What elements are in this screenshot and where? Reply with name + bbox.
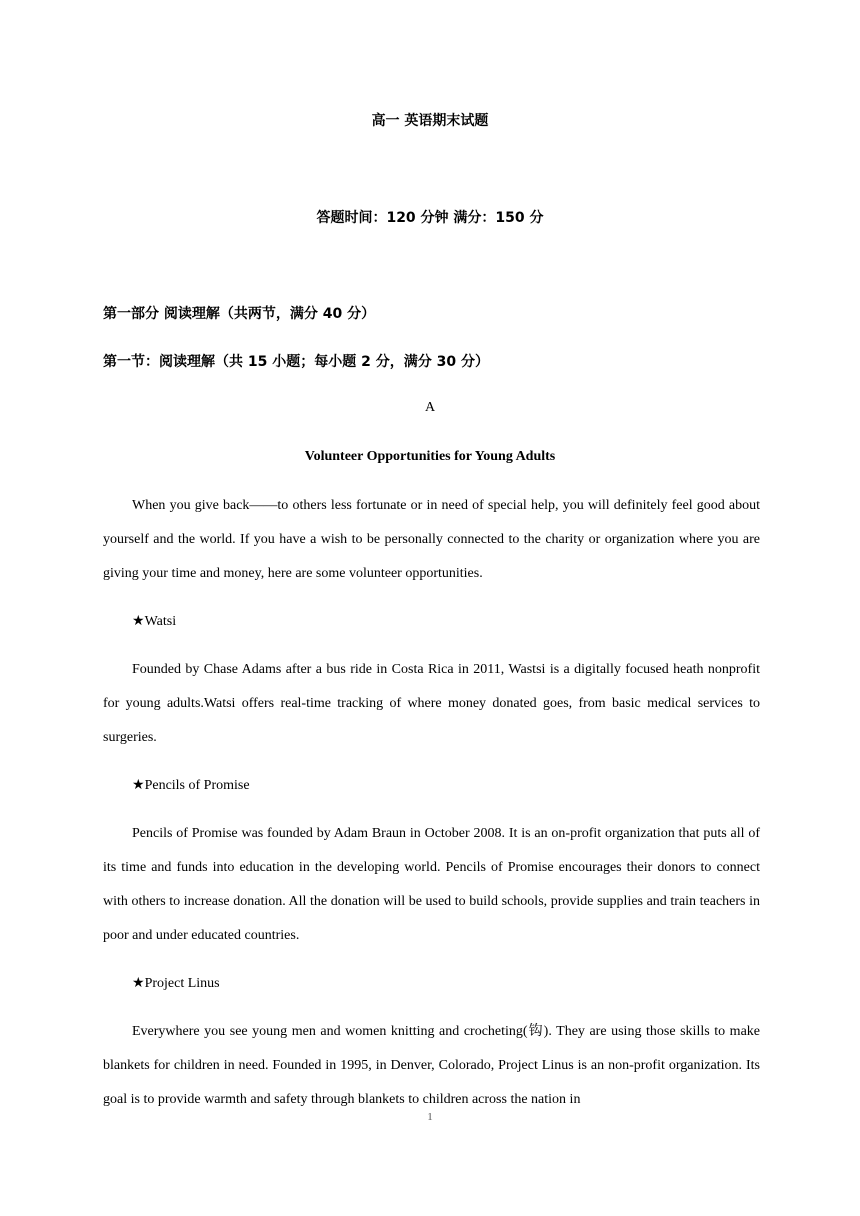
page-number: 1 [427,1111,433,1123]
star-icon: ★ [132,613,145,629]
exam-title: 高一 英语期末试题 [371,113,489,129]
passage-title: Volunteer Opportunities for Young Adults [304,449,556,464]
exam-time-and-score: 答题时间：120 分钟 满分：150 分 [316,210,544,226]
item-heading-watsi [132,613,176,630]
star-icon: ★ [132,975,145,991]
item-heading-project-linus [132,975,220,992]
passage-letter: A [424,400,436,415]
intro-paragraph: When you give back——to others less fortunate or in need of special help, you will definitely feel good about yourself and the world. If you have a wish to be personally connected to the charity or organization where you are giving your time and money, here are some volunteer opportunities. [103,498,760,581]
paragraph-project-linus: Everywhere you see young men and women knitting and crocheting(钩). They are using those skills to make blankets for children in need. Founded in 1995, in Denver, Colorado, Project Linus is an non-profit organization. Its goal is to provide warmth and safety through blankets to children across the nation in [103,1024,760,1107]
paragraph-watsi: Founded by Chase Adams after a bus ride in Costa Rica in 2011, Wastsi is a digitally focused heath nonprofit for young adults.Watsi offers real-time tracking of where money donated goes, from basic medical services to surgeries. [103,662,760,745]
section-heading: 第一节：阅读理解（共 15 小题；每小题 2 分，满分 30 分） [103,354,489,370]
paragraph-pencils-of-promise: Pencils of Promise was founded by Adam Braun in October 2008. It is an on-profit organization that puts all of its time and funds into education in the developing world. Pencils of Promise encourages their donors to connect with others to increase donation. All the donation will be used to build schools, provide supplies and train teachers in poor and under educated countries. [103,826,760,943]
item-heading-pencils-of-promise [132,777,250,794]
item-heading-label: Project Linus [144,976,220,991]
item-heading-label: Pencils of Promise [144,778,250,793]
item-heading-label: Watsi [144,614,177,629]
part-heading: 第一部分 阅读理解（共两节，满分 40 分） [103,306,376,322]
star-icon: ★ [132,777,145,793]
